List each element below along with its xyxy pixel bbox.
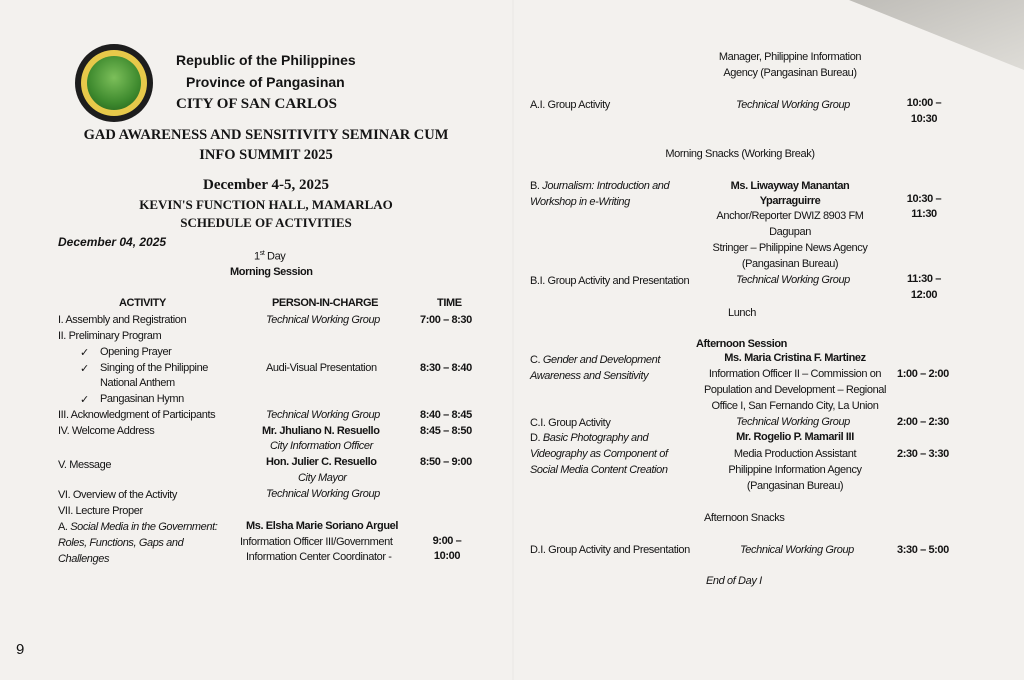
check-icon: ✓ <box>80 394 89 406</box>
header-republic: Republic of the Philippines <box>176 52 356 68</box>
person-message: Hon. Julier C. Resuello <box>266 456 377 468</box>
time-a1-line2: 10:30 <box>910 113 938 125</box>
activity-welcome: IV. Welcome Address <box>58 425 155 437</box>
event-venue: KEVIN'S FUNCTION HALL, MAMARLAO <box>139 197 393 212</box>
person-c1: Technical Working Group <box>736 416 850 428</box>
event-dates: December 4-5, 2025 <box>203 177 329 193</box>
time-photography: 2:30 – 3:30 <box>897 448 949 460</box>
activity-anthem-line1: Singing of the Philippine <box>100 362 209 374</box>
activity-acknowledgment: III. Acknowledgment of Participants <box>58 409 216 421</box>
activity-preliminary: II. Preliminary Program <box>58 330 162 342</box>
event-title-line1: GAD AWARENESS AND SENSITIVITY SEMINAR CUM <box>83 127 449 143</box>
role-social-media-line2: Information Center Coordinator - <box>246 551 392 563</box>
continued-role-line2: Agency (Pangasinan Bureau) <box>723 67 857 79</box>
col-header-time: TIME <box>437 297 462 309</box>
page-corner-shadow <box>849 0 1024 70</box>
time-journalism-line1: 10:30 – <box>906 193 942 205</box>
day-label: 1st Day <box>254 250 286 263</box>
person-anthem: Audi-Visual Presentation <box>266 362 377 374</box>
time-assembly: 7:00 – 8:30 <box>420 314 472 326</box>
time-d1: 3:30 – 5:00 <box>897 544 949 556</box>
schedule-heading: SCHEDULE OF ACTIVITIES <box>180 215 352 230</box>
page-number: 6 <box>16 640 25 657</box>
activity-social-media-line3: Challenges <box>58 553 110 565</box>
time-a1-line1: 10:00 – <box>906 97 942 109</box>
time-b1-line2: 12:00 <box>910 289 938 301</box>
page-fold <box>512 0 514 680</box>
person-d1: Technical Working Group <box>740 544 854 556</box>
role-photography-line3: (Pangasinan Bureau) <box>746 480 844 492</box>
activity-photography-line1: D. Basic Photography and <box>530 432 649 444</box>
activity-photography-line3: Social Media Content Creation <box>530 464 668 476</box>
time-acknowledgment: 8:40 – 8:45 <box>420 409 472 421</box>
activity-c1: C.I. Group Activity <box>530 417 611 429</box>
check-icon: ✓ <box>80 347 89 359</box>
continued-role-line1: Manager, Philippine Information <box>718 51 862 63</box>
time-message: 8:50 – 9:00 <box>420 456 472 468</box>
time-welcome: 8:45 – 8:50 <box>420 425 472 437</box>
city-seal-logo <box>75 44 153 122</box>
role-gad-line3: Office I, San Fernando City, La Union <box>711 400 879 412</box>
activity-hymn: Pangasinan Hymn <box>100 393 184 405</box>
person-photography: Mr. Rogelio P. Mamaril III <box>736 431 854 443</box>
time-b1-line1: 11:30 – <box>907 273 941 285</box>
time-journalism-line2: 11:30 <box>911 208 937 220</box>
person-assembly: Technical Working Group <box>266 314 380 326</box>
activity-assembly: I. Assembly and Registration <box>58 314 187 326</box>
morning-session-label: Morning Session <box>230 266 313 278</box>
activity-gad-line2: Awareness and Sensitivity <box>530 370 649 382</box>
activity-anthem-line2: National Anthem <box>100 377 175 389</box>
activity-d1: D.I. Group Activity and Presentation <box>530 544 690 556</box>
activity-lecture: VII. Lecture Proper <box>58 505 143 517</box>
activity-a1: A.I. Group Activity <box>530 99 610 111</box>
person-welcome: Mr. Jhuliano N. Resuello <box>262 425 380 437</box>
activity-b1: B.I. Group Activity and Presentation <box>530 275 690 287</box>
activity-journalism-line2: Workshop in e-Writing <box>530 196 630 208</box>
activity-photography-line2: Videography as Component of <box>530 448 668 460</box>
role-journalism-line1: Anchor/Reporter DWIZ 8903 FM <box>716 210 864 222</box>
event-title-line2: INFO SUMMIT 2025 <box>199 147 333 163</box>
activity-social-media-line2: Roles, Functions, Gaps and <box>58 537 184 549</box>
activity-opening-prayer: Opening Prayer <box>100 346 172 358</box>
person-a1: Technical Working Group <box>736 99 850 111</box>
person-journalism-line1: Ms. Liwayway Manantan <box>730 180 850 192</box>
person-b1: Technical Working Group <box>736 274 850 286</box>
role-welcome: City Information Officer <box>270 440 373 452</box>
role-journalism-line3: Stringer – Philippine News Agency <box>712 242 868 254</box>
col-header-person: PERSON-IN-CHARGE <box>272 297 379 309</box>
role-gad-line2: Population and Development – Regional <box>703 384 887 396</box>
header-city: CITY OF SAN CARLOS <box>176 96 337 112</box>
afternoon-session-label: Afternoon Session <box>696 338 787 350</box>
morning-snacks: Morning Snacks (Working Break) <box>665 148 815 160</box>
activity-social-media-line1: A. Social Media in the Government: <box>58 521 218 533</box>
activity-journalism-line1: B. Journalism: Introduction and <box>530 180 670 192</box>
end-of-day: End of Day I <box>706 575 762 587</box>
person-overview: Technical Working Group <box>266 488 380 500</box>
role-gad-line1: Information Officer II – Commission on <box>708 368 882 380</box>
role-photography-line2: Philippine Information Agency <box>728 464 862 476</box>
col-header-activity: ACTIVITY <box>119 297 166 309</box>
afternoon-snacks: Afternoon Snacks <box>704 512 785 524</box>
day-date: December 04, 2025 <box>58 235 167 249</box>
time-c1: 2:00 – 2:30 <box>897 416 949 428</box>
time-social-media-line1: 9:00 – <box>432 535 462 547</box>
person-social-media: Ms. Elsha Marie Soriano Arguel <box>246 520 399 532</box>
time-gad: 1:00 – 2:00 <box>897 368 949 380</box>
role-journalism-line4: (Pangasinan Bureau) <box>741 258 839 270</box>
person-gad: Ms. Maria Cristina F. Martinez <box>724 352 866 364</box>
person-acknowledgment: Technical Working Group <box>266 409 380 421</box>
role-journalism-line2: Dagupan <box>769 226 811 238</box>
activity-overview: VI. Overview of the Activity <box>58 489 178 501</box>
header-province: Province of Pangasinan <box>186 74 345 90</box>
role-message: City Mayor <box>298 472 347 484</box>
role-social-media-line1: Information Officer III/Government <box>240 536 393 548</box>
activity-gad-line1: C. Gender and Development <box>530 354 661 366</box>
check-icon: ✓ <box>80 363 89 375</box>
person-journalism-line2: Yparraguirre <box>759 195 821 207</box>
lunch-label: Lunch <box>728 307 756 319</box>
role-photography-line1: Media Production Assistant <box>733 448 857 460</box>
time-social-media-line2: 10:00 <box>433 550 461 562</box>
time-anthem: 8:30 – 8:40 <box>420 362 472 374</box>
activity-message: V. Message <box>58 459 112 471</box>
